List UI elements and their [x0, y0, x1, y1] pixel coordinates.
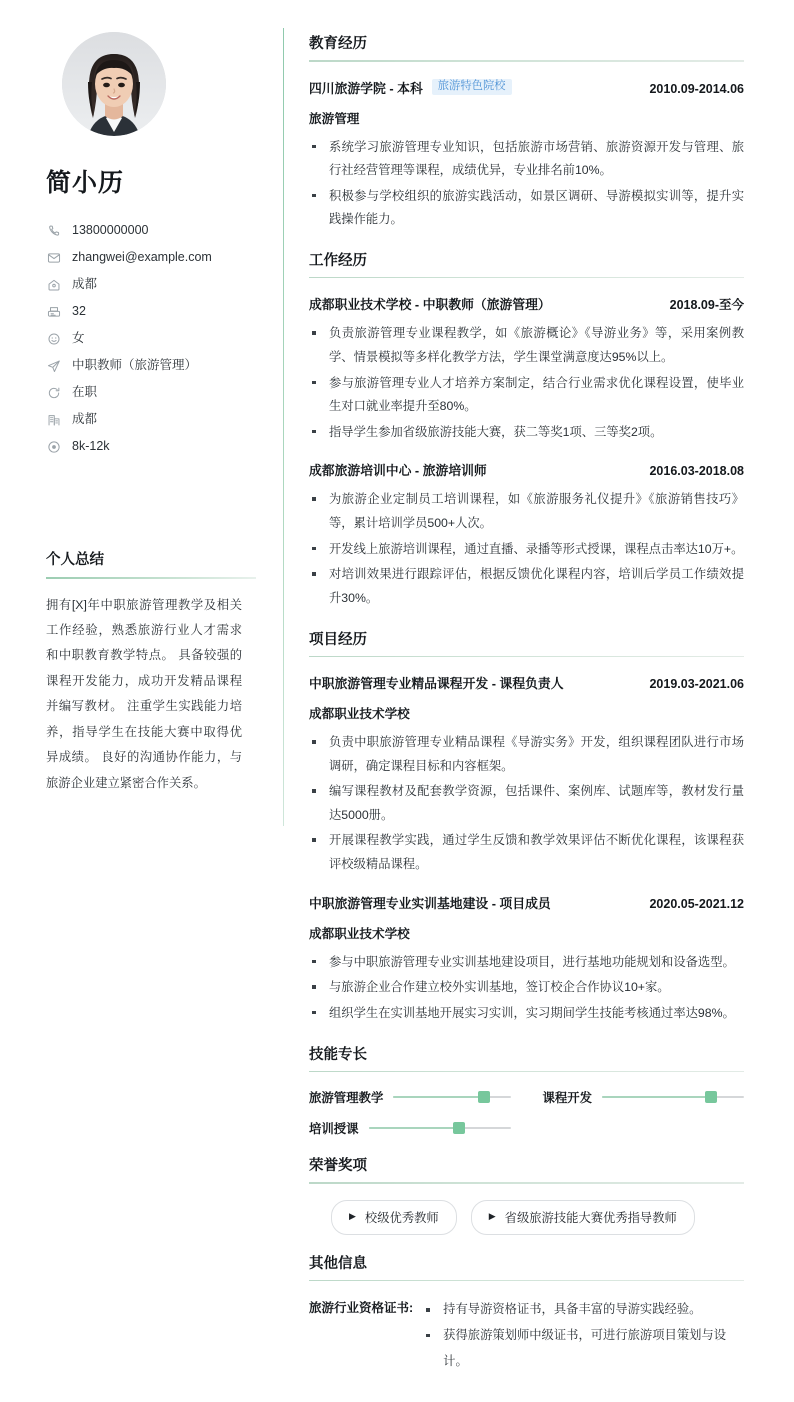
avatar-photo [62, 32, 166, 136]
honors-heading: 荣誉奖项 [309, 1158, 367, 1175]
entry-title-group [309, 460, 487, 479]
refresh-icon [46, 385, 61, 400]
avatar [62, 32, 166, 136]
summary-divider [46, 577, 256, 579]
skills-heading: 技能专长 [309, 1046, 367, 1063]
entry-bullets [309, 488, 744, 610]
skill-item [309, 1119, 511, 1137]
paper-plane-icon [46, 358, 61, 373]
honors-section [309, 1154, 744, 1235]
skill-slider[interactable] [602, 1090, 744, 1104]
contact-value: 中职教师（旅游管理） [72, 358, 198, 373]
contact-value: 成都 [72, 277, 98, 292]
entry-bullets [309, 136, 744, 232]
slider-handle[interactable] [478, 1091, 490, 1103]
certificate-label: 旅游行业资格证书: [309, 1301, 414, 1316]
section-divider [309, 1280, 744, 1282]
skill-item [309, 1088, 511, 1106]
honor-badge[interactable] [331, 1200, 457, 1235]
contact-salary [46, 433, 256, 460]
entry-header [309, 673, 744, 692]
contact-city [46, 406, 256, 433]
slider-fill [393, 1096, 483, 1098]
contact-value: 13800000000 [72, 223, 149, 238]
contact-value: zhangwei@example.com [72, 250, 212, 265]
bullet-item: 对培训效果进行跟踪评估，根据反馈优化课程内容，培训后学员工作绩效提升30%。 [309, 563, 744, 610]
play-icon: ▶ [488, 1211, 496, 1222]
certificate-row [309, 1297, 744, 1374]
contact-age [46, 298, 256, 325]
contact-value: 32 [72, 304, 86, 319]
skill-slider[interactable] [393, 1090, 510, 1104]
entry-date: 2018.09-至今 [669, 298, 744, 313]
contact-value: 成都 [72, 412, 98, 427]
education-section [309, 32, 744, 232]
education-heading: 教育经历 [309, 36, 367, 52]
contact-list [46, 217, 256, 460]
other-info-heading: 其他信息 [309, 1255, 367, 1272]
work-section [309, 249, 744, 611]
certificate-list [421, 1297, 744, 1374]
bullet-item: 与旅游企业合作建立校外实训基地，签订校企合作协议10+家。 [309, 976, 744, 1000]
work-entry [309, 460, 744, 610]
entry-title: 成都职业技术学校 - 中职教师（旅游管理） [309, 297, 551, 313]
bullet-item: 编写课程教材及配套教学资源，包括课件、案例库、试题库等，教材发行量达5000册。 [309, 780, 744, 827]
main-content [284, 0, 794, 1402]
entry-title-group [309, 78, 512, 97]
entry-header [309, 893, 744, 912]
entry-title: 成都旅游培训中心 - 旅游培训师 [309, 463, 487, 479]
phone-icon [46, 223, 61, 238]
entry-date: 2020.05-2021.12 [649, 896, 744, 911]
bullet-item: 开发线上旅游培训课程，通过直播、录播等形式授课，课程点击率达10万+。 [309, 538, 744, 562]
honors-list [309, 1200, 744, 1235]
envelope-icon [46, 250, 61, 265]
honor-label: 省级旅游技能大赛优秀指导教师 [504, 1210, 677, 1225]
skills-section [309, 1043, 744, 1138]
list-item: 获得旅游策划师中级证书，可进行旅游项目策划与设计。 [421, 1323, 744, 1375]
entry-header [309, 294, 744, 313]
entry-bullets [309, 951, 744, 1026]
skill-label: 课程开发 [542, 1091, 593, 1106]
entry-date: 2010.09-2014.06 [649, 81, 744, 96]
entry-header [309, 460, 744, 479]
contact-phone [46, 217, 256, 244]
person-name: 简小历 [46, 169, 125, 197]
bullet-item: 负责旅游管理专业课程教学，如《旅游概论》《导游业务》等，采用案例教学、情景模拟等多样化教学方法，学生课堂满意度达95%以上。 [309, 322, 744, 369]
sidebar [0, 0, 284, 826]
work-entry [309, 294, 744, 444]
skill-item [543, 1088, 745, 1106]
section-divider [309, 1071, 744, 1073]
skill-label: 培训授课 [309, 1122, 359, 1137]
entry-org: 成都职业技术学校 [309, 707, 410, 722]
slider-handle[interactable] [453, 1122, 465, 1134]
entry-title: 中职旅游管理专业实训基地建设 - 项目成员 [309, 895, 551, 911]
entry-header [309, 78, 744, 97]
entry-title: 四川旅游学院 - 本科 [309, 80, 423, 96]
summary-text: 拥有[X]年中职旅游管理教学及相关工作经验，熟悉旅游行业人才需求和中职教育教学特点。 具备较强的课程开发能力，成功开发精品课程并编写教材。 注重学生实践能力培养，指导学生在技能大赛中取得优异成绩。 良好的沟通协作能力，与旅游企业建立紧密合作关系。 [46, 597, 242, 790]
skill-slider[interactable] [369, 1121, 511, 1135]
target-icon [46, 439, 61, 454]
section-divider [309, 277, 744, 279]
contact-position [46, 352, 256, 379]
bullet-item: 参与中职旅游管理专业实训基地建设项目，进行基地功能规划和设备选型。 [309, 951, 744, 975]
project-entry [309, 893, 744, 1026]
bullet-item: 积极参与学校组织的旅游实践活动，如景区调研、导游模拟实训等，提升实践操作能力。 [309, 185, 744, 232]
section-divider [309, 656, 744, 658]
entry-title-group [309, 294, 551, 313]
slider-fill [369, 1127, 460, 1129]
building-icon [46, 412, 61, 427]
contact-email [46, 244, 256, 271]
school-tag: 旅游特色院校 [432, 79, 512, 95]
home-icon [46, 277, 61, 292]
contact-status [46, 379, 256, 406]
slider-fill [602, 1096, 711, 1098]
honor-badge[interactable] [471, 1200, 695, 1235]
entry-major: 旅游管理 [309, 111, 360, 126]
entry-title-group [309, 673, 564, 692]
contact-location [46, 271, 256, 298]
project-entry [309, 673, 744, 877]
entry-org: 成都职业技术学校 [309, 926, 410, 941]
entry-bullets [309, 731, 744, 877]
entry-title: 中职旅游管理专业精品课程开发 - 课程负责人 [309, 676, 564, 692]
list-item: 持有导游资格证书，具备丰富的导游实践经验。 [421, 1297, 744, 1323]
bullet-item: 指导学生参加省级旅游技能大赛，获二等奖1项、三等奖2项。 [309, 421, 744, 445]
contact-value: 在职 [72, 385, 98, 400]
entry-bullets [309, 322, 744, 444]
entry-title-group [309, 893, 551, 912]
projects-section [309, 628, 744, 1026]
face-icon [46, 331, 61, 346]
summary-section [44, 548, 256, 796]
entry-date: 2019.03-2021.06 [649, 677, 744, 692]
section-divider [309, 1182, 744, 1184]
contact-value: 8k-12k [72, 439, 110, 454]
section-divider [309, 60, 744, 62]
contact-value: 女 [72, 331, 85, 346]
contact-gender [46, 325, 256, 352]
bullet-item: 系统学习旅游管理专业知识，包括旅游市场营销、旅游资源开发与管理、旅行社经营管理等课程，成绩优异，专业排名前10%。 [309, 136, 744, 183]
bullet-item: 参与旅游管理专业人才培养方案制定，结合行业需求优化课程设置，使毕业生对口就业率提升至80%。 [309, 372, 744, 419]
skills-grid [309, 1088, 744, 1137]
bullet-item: 为旅游企业定制员工培训课程，如《旅游服务礼仪提升》《旅游销售技巧》等，累计培训学员500+人次。 [309, 488, 744, 535]
education-entry [309, 78, 744, 232]
skill-label: 旅游管理教学 [309, 1091, 384, 1106]
bullet-item: 组织学生在实训基地开展实习实训，实习期间学生技能考核通过率达98%。 [309, 1002, 744, 1026]
projects-heading: 项目经历 [309, 631, 367, 648]
play-icon: ▶ [349, 1211, 356, 1222]
summary-heading: 个人总结 [46, 552, 104, 568]
other-info-section [309, 1252, 744, 1375]
id-card-icon [46, 304, 61, 319]
entry-date: 2016.03-2018.08 [649, 464, 744, 479]
bullet-item: 负责中职旅游管理专业精品课程《导游实务》开发，组织课程团队进行市场调研，确定课程目标和内容框架。 [309, 731, 744, 778]
honor-label: 校级优秀教师 [364, 1210, 439, 1225]
bullet-item: 开展课程教学实践，通过学生反馈和教学效果评估不断优化课程，该课程获评校级精品课程。 [309, 829, 744, 876]
slider-handle[interactable] [705, 1091, 717, 1103]
work-heading: 工作经历 [309, 252, 367, 269]
